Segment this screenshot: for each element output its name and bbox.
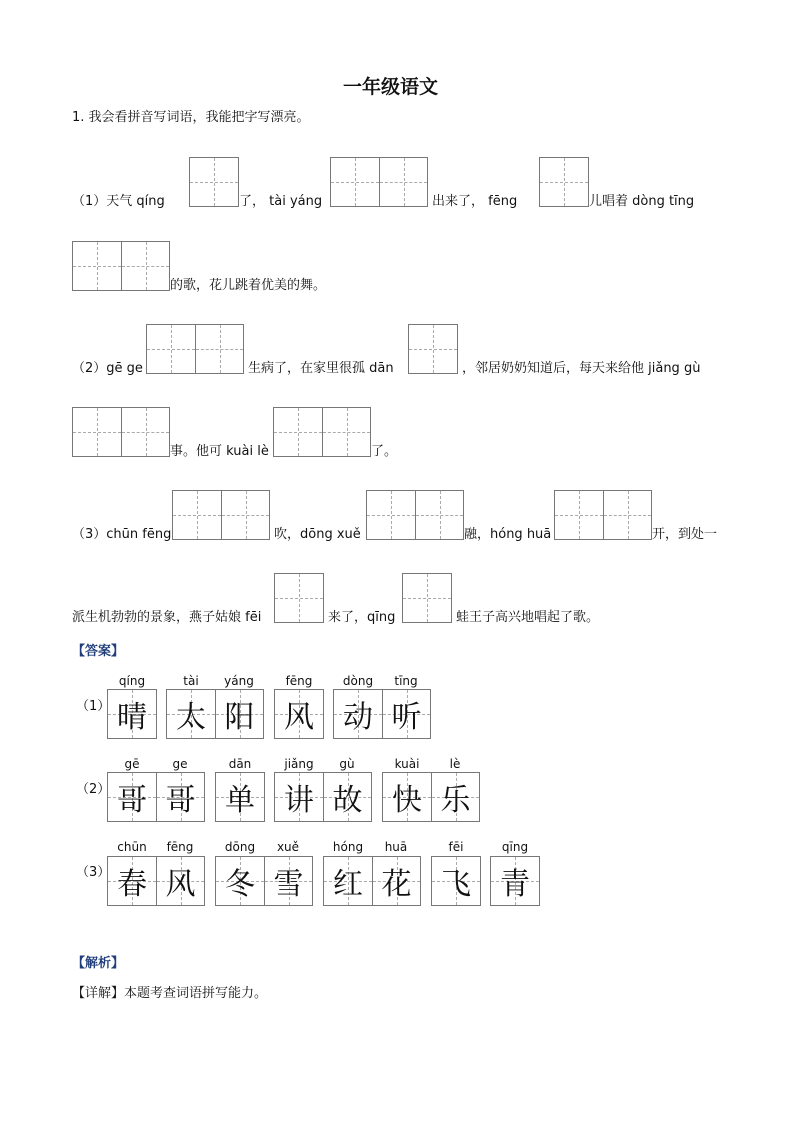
- analysis-label: 【解析】: [72, 956, 125, 971]
- q2-text-a: （2）gē ge: [72, 361, 143, 376]
- hanzi: 哥: [165, 783, 196, 818]
- q2-box-kuaile[interactable]: [273, 407, 371, 457]
- detail-line: [72, 986, 267, 1002]
- pinyin: huā: [384, 840, 408, 854]
- q1-box-feng[interactable]: [539, 157, 589, 207]
- hanzi: 飞: [441, 867, 471, 902]
- page-title: 一年级语文: [343, 76, 439, 98]
- hanzi: 青: [500, 867, 530, 902]
- hanzi: 风: [165, 867, 196, 902]
- q3-box-honghua[interactable]: [554, 490, 652, 540]
- answer-box: [382, 772, 480, 822]
- q2-box-jianggu[interactable]: [72, 407, 170, 457]
- answer-row-2-label: （2）: [76, 782, 111, 797]
- answer-box: [333, 689, 431, 739]
- pinyin: dòng: [342, 674, 374, 688]
- hanzi: 晴: [117, 700, 147, 735]
- q1-text-b: 了， tài yáng: [239, 194, 323, 209]
- pinyin: ge: [172, 757, 188, 771]
- q3-text-e: 派生机勃勃的景象，燕子姑娘 fēi: [72, 610, 262, 625]
- answer-label: 【答案】: [72, 644, 125, 659]
- q3-text-a: （3）chūn fēng: [72, 527, 172, 542]
- q3-text-g: 蛙王子高兴地唱起了歌。: [456, 610, 600, 625]
- hanzi: 太: [176, 700, 206, 735]
- q2-box-dan[interactable]: [408, 324, 458, 374]
- pinyin: dān: [228, 757, 252, 771]
- hanzi: 红: [333, 867, 363, 902]
- pinyin: gù: [339, 757, 355, 771]
- pinyin: qīng: [501, 840, 529, 854]
- q1-text-e: 的歌，花儿跳着优美的舞。: [170, 278, 327, 293]
- q1-box-taiyang[interactable]: [330, 157, 428, 207]
- q1-box-qing[interactable]: [189, 157, 239, 207]
- hanzi: 故: [332, 783, 363, 818]
- hanzi: 花: [381, 867, 412, 902]
- answer-box: [107, 856, 205, 906]
- q2-text-d: 事。他可 kuài lè: [170, 444, 269, 459]
- answer-box: [323, 856, 421, 906]
- pinyin: dōng: [224, 840, 256, 854]
- pinyin: fēi: [448, 840, 464, 854]
- hanzi: 阳: [224, 700, 255, 735]
- hanzi: 单: [225, 783, 255, 818]
- hanzi: 乐: [440, 783, 471, 818]
- hanzi: 风: [284, 700, 314, 735]
- q1-box-dongting[interactable]: [72, 241, 170, 291]
- answer-row-1-label: （1）: [76, 699, 111, 714]
- pinyin: chūn: [117, 840, 147, 854]
- pinyin: xuě: [276, 840, 300, 854]
- answer-box: [274, 772, 372, 822]
- q1-text-c: 出来了， fēng: [432, 194, 518, 209]
- pinyin: qíng: [118, 674, 146, 688]
- q3-box-qing[interactable]: [402, 573, 452, 623]
- q3-box-chunfeng[interactable]: [172, 490, 270, 540]
- hanzi: 快: [392, 783, 422, 818]
- q3-text-c: 融，hóng huā: [464, 527, 552, 542]
- answer-box: [215, 856, 313, 906]
- pinyin: hóng: [332, 840, 364, 854]
- answer-box: [107, 772, 205, 822]
- pinyin: tīng: [394, 674, 418, 688]
- detail-text: 本题考查词语拼写能力。: [124, 986, 268, 1001]
- q1-text-a: （1）天气 qíng: [72, 194, 165, 209]
- answer-box: [107, 689, 157, 739]
- pinyin: fēng: [166, 840, 194, 854]
- answer-box: [490, 856, 540, 906]
- answer-box: [166, 689, 264, 739]
- question-heading: 1. 我会看拼音写词语，我能把字写漂亮。: [72, 110, 310, 125]
- q3-text-b: 吹，dōng xuě: [274, 527, 361, 542]
- answer-row-3-label: （3）: [76, 865, 111, 880]
- q2-box-gege[interactable]: [146, 324, 244, 374]
- pinyin: tài: [183, 674, 199, 688]
- answer-box: [274, 689, 324, 739]
- q2-text-e: 了。: [371, 444, 398, 459]
- hanzi: 冬: [225, 867, 255, 902]
- hanzi: 讲: [284, 783, 314, 818]
- hanzi: 春: [117, 867, 147, 902]
- pinyin: jiǎng: [284, 757, 314, 771]
- pinyin: kuài: [394, 757, 420, 771]
- q3-text-f: 来了，qīng: [328, 610, 396, 625]
- pinyin: yáng: [224, 674, 254, 688]
- q2-text-c: ，邻居奶奶知道后，每天来给他 jiǎng gù: [462, 361, 701, 376]
- hanzi: 哥: [117, 783, 147, 818]
- q3-box-fei[interactable]: [274, 573, 324, 623]
- q3-box-dongxue[interactable]: [366, 490, 464, 540]
- hanzi: 雪: [273, 867, 304, 902]
- answer-box: [431, 856, 481, 906]
- answer-box: [215, 772, 265, 822]
- q2-text-b: 生病了，在家里很孤 dān: [248, 361, 394, 376]
- q1-text-d: 儿唱着 dòng tīng: [589, 194, 695, 209]
- detail-label: 【详解】: [72, 986, 125, 1001]
- hanzi: 听: [391, 700, 422, 735]
- pinyin: lè: [449, 757, 461, 771]
- pinyin: fēng: [285, 674, 313, 688]
- pinyin: gē: [124, 757, 140, 771]
- hanzi: 动: [343, 700, 373, 735]
- q3-text-d: 开，到处一: [652, 527, 718, 542]
